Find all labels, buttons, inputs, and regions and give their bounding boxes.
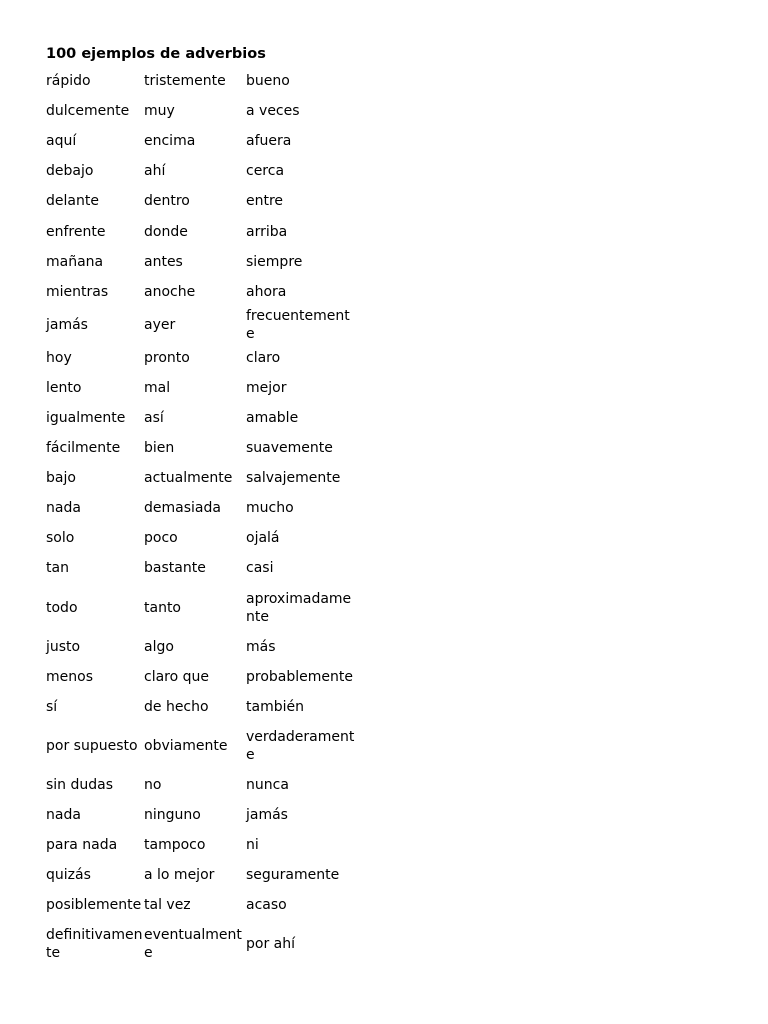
table-row — [46, 186, 356, 216]
table-cell: casi — [246, 560, 274, 577]
table-row — [46, 156, 356, 186]
table-cell: rápido — [46, 73, 91, 90]
table-row — [46, 343, 356, 373]
table-cell: todo — [46, 599, 78, 616]
table-cell: dentro — [144, 193, 190, 210]
table-cell: así — [144, 409, 164, 426]
table-cell: enfrente — [46, 223, 106, 240]
table-row — [46, 96, 356, 126]
table-cell: ninguno — [144, 806, 201, 823]
table-cell: algo — [144, 638, 174, 655]
table-row — [46, 770, 356, 800]
table-row — [46, 800, 356, 830]
table-cell: tal vez — [144, 897, 191, 914]
table-cell: igualmente — [46, 409, 126, 426]
table-cell: nunca — [246, 776, 289, 793]
table-cell: a lo mejor — [144, 867, 215, 884]
table-cell: posiblemente — [46, 897, 142, 914]
table-cell: demasiada — [144, 500, 221, 517]
table-cell: antes — [144, 253, 183, 270]
table-cell: verdaderamente — [246, 728, 355, 763]
table-cell: entre — [246, 193, 284, 210]
table-cell: actualmente — [144, 470, 233, 487]
table-cell: justo — [46, 638, 81, 655]
table-cell: siempre — [246, 253, 303, 270]
table-cell: delante — [46, 193, 99, 210]
table-cell: claro — [246, 349, 281, 366]
table-cell: ahora — [246, 283, 287, 300]
table-cell: cerca — [246, 163, 285, 180]
table-cell: jamás — [246, 806, 288, 823]
table-cell: bien — [144, 440, 175, 457]
table-row — [46, 216, 356, 246]
table-row — [46, 433, 356, 463]
table-cell: tampoco — [144, 837, 206, 854]
table-cell: nada — [46, 500, 81, 517]
table-row — [46, 307, 356, 343]
table-cell: mientras — [46, 283, 109, 300]
table-cell: aquí — [46, 133, 77, 150]
table-row — [46, 373, 356, 403]
table-row — [46, 662, 356, 692]
table-cell: definitivamente — [46, 927, 143, 962]
table-cell: frecuentemente — [246, 307, 350, 342]
table-cell: sin dudas — [46, 776, 114, 793]
table-cell: arriba — [246, 223, 288, 240]
table-cell: por supuesto — [46, 737, 138, 754]
table-cell: ayer — [144, 316, 176, 333]
table-cell: quizás — [46, 867, 91, 884]
table-row — [46, 553, 356, 583]
table-row — [46, 860, 356, 890]
table-cell: para nada — [46, 837, 118, 854]
table-cell: sí — [46, 698, 58, 715]
table-cell: obviamente — [144, 737, 228, 754]
table-cell: por ahí — [246, 936, 295, 953]
table-cell: hoy — [46, 349, 72, 366]
table-cell: solo — [46, 530, 75, 547]
table-row — [46, 403, 356, 433]
table-cell: mal — [144, 379, 171, 396]
table-cell: lento — [46, 379, 82, 396]
table-row — [46, 493, 356, 523]
table-cell: debajo — [46, 163, 94, 180]
table-cell: afuera — [246, 133, 292, 150]
table-cell: mejor — [246, 379, 287, 396]
table-row — [46, 890, 356, 920]
table-cell: no — [144, 776, 162, 793]
table-cell: suavemente — [246, 440, 333, 457]
table-cell: claro que — [144, 668, 210, 685]
table-cell: nada — [46, 806, 81, 823]
table-cell: dulcemente — [46, 103, 130, 120]
table-cell: bajo — [46, 470, 76, 487]
table-row — [46, 277, 356, 307]
table-cell: donde — [144, 223, 188, 240]
document-title: 100 ejemplos de adverbios — [46, 46, 266, 62]
table-cell: eventualmente — [144, 927, 242, 962]
table-row — [46, 692, 356, 722]
table-row — [46, 584, 356, 632]
table-row — [46, 247, 356, 277]
table-cell: muy — [144, 103, 175, 120]
table-cell: tanto — [144, 599, 181, 616]
table-cell: tan — [46, 560, 69, 577]
table-cell: bueno — [246, 73, 290, 90]
table-row — [46, 920, 356, 968]
table-cell: tristemente — [144, 73, 226, 90]
table-cell: de hecho — [144, 698, 209, 715]
table-cell: ahí — [144, 163, 166, 180]
table-row — [46, 66, 356, 96]
document-page — [46, 44, 726, 968]
table-cell: anoche — [144, 283, 196, 300]
table-cell: más — [246, 638, 276, 655]
table-row — [46, 830, 356, 860]
adverb-table-body — [46, 66, 356, 968]
table-cell: salvajemente — [246, 470, 341, 487]
table-cell: ni — [246, 837, 259, 854]
table-cell: fácilmente — [46, 440, 121, 457]
table-cell: pronto — [144, 349, 190, 366]
table-row — [46, 523, 356, 553]
table-cell: mucho — [246, 500, 294, 517]
table-cell: acaso — [246, 897, 287, 914]
table-cell: probablemente — [246, 668, 353, 685]
table-row — [46, 722, 356, 770]
table-cell: aproximadamente — [246, 590, 352, 625]
table-row — [46, 463, 356, 493]
table-cell: seguramente — [246, 867, 340, 884]
table-cell: poco — [144, 530, 178, 547]
table-cell: mañana — [46, 253, 104, 270]
table-cell: bastante — [144, 560, 206, 577]
table-cell: a veces — [246, 103, 300, 120]
table-cell: ojalá — [246, 530, 280, 547]
table-cell: menos — [46, 668, 93, 685]
table-row — [46, 632, 356, 662]
table-cell: jamás — [46, 316, 88, 333]
adverb-table — [46, 66, 356, 968]
table-cell: también — [246, 698, 304, 715]
table-cell: amable — [246, 409, 299, 426]
table-cell: encima — [144, 133, 196, 150]
table-row — [46, 126, 356, 156]
